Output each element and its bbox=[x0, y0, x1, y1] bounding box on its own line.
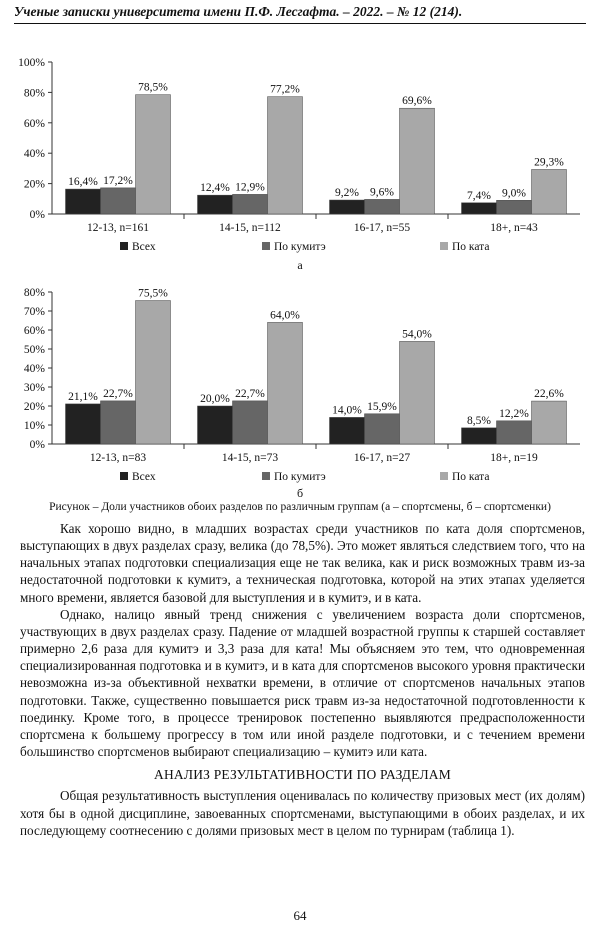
y-tick-label: 40% bbox=[23, 148, 45, 161]
category-label: 16-17, n=55 bbox=[353, 222, 411, 234]
y-tick-label: 40% bbox=[23, 363, 45, 375]
bar-data-label: 14,0% bbox=[332, 404, 362, 417]
bar-data-label: 17,2% bbox=[103, 174, 133, 187]
bar-data-label: 9,2% bbox=[335, 187, 359, 200]
figure-caption: Рисунок – Доли участников обоих разделов по различным группам (а – спортсмены, б – спортсменки) bbox=[49, 501, 551, 513]
legend-swatch bbox=[262, 242, 270, 250]
bar-a-1-1 bbox=[233, 194, 268, 214]
bar-data-label: 64,0% bbox=[270, 309, 300, 322]
bar-data-label: 8,5% bbox=[467, 414, 491, 427]
legend-entry: По ката bbox=[452, 471, 490, 483]
bar-b-1-2 bbox=[268, 322, 303, 444]
category-label: 14-15, n=73 bbox=[221, 452, 279, 464]
bar-data-label: 12,2% bbox=[499, 407, 529, 420]
y-tick-label: 0% bbox=[29, 439, 45, 451]
y-tick-label: 60% bbox=[23, 117, 45, 130]
category-label: 12-13, n=83 bbox=[89, 452, 147, 464]
bar-a-3-1 bbox=[497, 200, 532, 214]
bar-data-label: 12,9% bbox=[235, 181, 265, 194]
bar-data-label: 9,0% bbox=[502, 187, 526, 200]
category-label: 18+, n=19 bbox=[490, 452, 538, 464]
bar-b-3-0 bbox=[462, 428, 497, 444]
bar-b-1-1 bbox=[233, 401, 268, 444]
bar-a-0-1 bbox=[101, 188, 136, 214]
bar-a-2-1 bbox=[365, 199, 400, 214]
bar-data-label: 54,0% bbox=[402, 328, 432, 341]
bar-data-label: 21,1% bbox=[68, 390, 98, 403]
journal-header: Ученые записки университета имени П.Ф. Лесгафта. – 2022. – № 12 (214). bbox=[14, 4, 586, 24]
bar-data-label: 69,6% bbox=[402, 95, 432, 108]
bar-data-label: 15,9% bbox=[367, 400, 397, 413]
legend-swatch bbox=[120, 242, 128, 250]
legend-entry: Всех bbox=[132, 471, 156, 483]
page-number: 64 bbox=[293, 908, 307, 923]
legend-entry: Всех bbox=[132, 241, 156, 253]
y-tick-label: 80% bbox=[23, 287, 45, 299]
bar-data-label: 9,6% bbox=[370, 186, 394, 199]
bar-b-2-0 bbox=[330, 417, 365, 444]
paragraph-1: Как хорошо видно, в младших возрастах среди участников по ката доля спортсменов, выступающих в двух разделах сразу, велика (до 78,5%). Это может являться следствием того, что на начальных этапах подготовки специализация еще не так велика, как и риск возможных травм из-за недостаточной подготовки к кумитэ, а техническая подготовка, которой на этих этапах уделяется много времени, является базовой для выступления и в кумитэ, и в ката. bbox=[20, 521, 585, 605]
legend-swatch bbox=[440, 472, 448, 480]
category-label: 14-15, n=112 bbox=[219, 222, 281, 234]
bar-b-0-1 bbox=[101, 401, 136, 444]
bar-a-3-0 bbox=[462, 203, 497, 214]
category-label: 12-13, n=161 bbox=[86, 222, 150, 234]
bar-b-1-0 bbox=[198, 406, 233, 444]
y-tick-label: 50% bbox=[23, 344, 45, 356]
bar-a-1-2 bbox=[268, 97, 303, 214]
category-label: 18+, n=43 bbox=[490, 222, 538, 234]
bar-data-label: 20,0% bbox=[200, 393, 230, 405]
bar-data-label: 77,2% bbox=[270, 83, 300, 96]
bar-a-3-2 bbox=[532, 169, 567, 214]
bar-data-label: 29,3% bbox=[534, 156, 564, 169]
bar-b-2-1 bbox=[365, 414, 400, 444]
y-tick-label: 20% bbox=[23, 178, 45, 191]
legend-swatch bbox=[120, 472, 128, 480]
bar-a-2-0 bbox=[330, 200, 365, 214]
paragraph-3: Общая результативность выступления оценивалась по количеству призовых мест (их долям) хотя бы в одной дисциплине, завоеванных спортсменами, выступающими в обоих разделах, и их последующему соотнесению с долями призовых мест в целом по турнирам (таблица 1). bbox=[20, 788, 585, 838]
bar-data-label: 75,5% bbox=[138, 287, 168, 300]
bar-data-label: 12,4% bbox=[200, 182, 230, 195]
bar-a-1-0 bbox=[198, 195, 233, 214]
legend-entry: По кумитэ bbox=[274, 241, 326, 253]
y-tick-label: 10% bbox=[23, 420, 45, 432]
y-tick-label: 100% bbox=[18, 57, 45, 69]
chart-b-label: б bbox=[296, 486, 304, 500]
y-tick-label: 30% bbox=[23, 382, 45, 394]
bar-data-label: 22,6% bbox=[534, 388, 564, 401]
bar-a-0-2 bbox=[136, 95, 171, 214]
bar-data-label: 22,7% bbox=[235, 387, 265, 400]
bar-data-label: 78,5% bbox=[138, 81, 168, 94]
bar-a-2-2 bbox=[400, 108, 435, 214]
y-tick-label: 0% bbox=[29, 209, 45, 221]
legend-entry: По ката bbox=[452, 241, 490, 253]
legend-swatch bbox=[440, 242, 448, 250]
chart-a-label: а bbox=[297, 258, 303, 272]
legend-entry: По кумитэ bbox=[274, 471, 326, 483]
body-text bbox=[20, 520, 585, 839]
bar-data-label: 7,4% bbox=[467, 189, 491, 202]
bar-b-2-2 bbox=[400, 341, 435, 444]
category-label: 16-17, n=27 bbox=[353, 452, 411, 464]
y-tick-label: 20% bbox=[23, 401, 45, 413]
bar-b-0-2 bbox=[136, 301, 171, 444]
bar-data-label: 22,7% bbox=[103, 387, 133, 400]
bar-b-0-0 bbox=[66, 404, 101, 444]
legend-swatch bbox=[262, 472, 270, 480]
y-tick-label: 80% bbox=[23, 87, 45, 100]
chart-a-athletes-male bbox=[0, 50, 600, 260]
y-tick-label: 60% bbox=[23, 325, 45, 337]
chart-b-athletes-female bbox=[0, 280, 600, 490]
y-tick-label: 70% bbox=[23, 306, 45, 318]
bar-data-label: 16,4% bbox=[68, 176, 98, 189]
paragraph-2: Однако, налицо явный тренд снижения с увеличением возраста доли спортсменов, участвующих в двух разделах сразу. Падение от младшей возрастной группы к старшей составляет примерно 2,6 раза для кумитэ и 3,3 раза для ката! Мы объясняем это тем, что одновременная специализированная подготовка и в кумитэ, и в ката для спортсменов высокого уровня практически невозможна из-за объективной нехватки времени, в отличие от спортсменов начальных этапов подготовки. Также, существенно повышается риск травм из-за недостаточной подготовленности к поединку. Кроме того, в процессе тренировок постепенно выявляются предрасположенности спортсмена к большему прогрессу в том или иной разделе подготовки, и с течением времени большинство спортсменов выбирают специализацию – кумитэ или ката. bbox=[20, 606, 585, 760]
bar-b-3-1 bbox=[497, 421, 532, 444]
section-heading: АНАЛИЗ РЕЗУЛЬТАТИВНОСТИ ПО РАЗДЕЛАМ bbox=[154, 767, 451, 783]
bar-a-0-0 bbox=[66, 189, 101, 214]
bar-b-3-2 bbox=[532, 401, 567, 444]
